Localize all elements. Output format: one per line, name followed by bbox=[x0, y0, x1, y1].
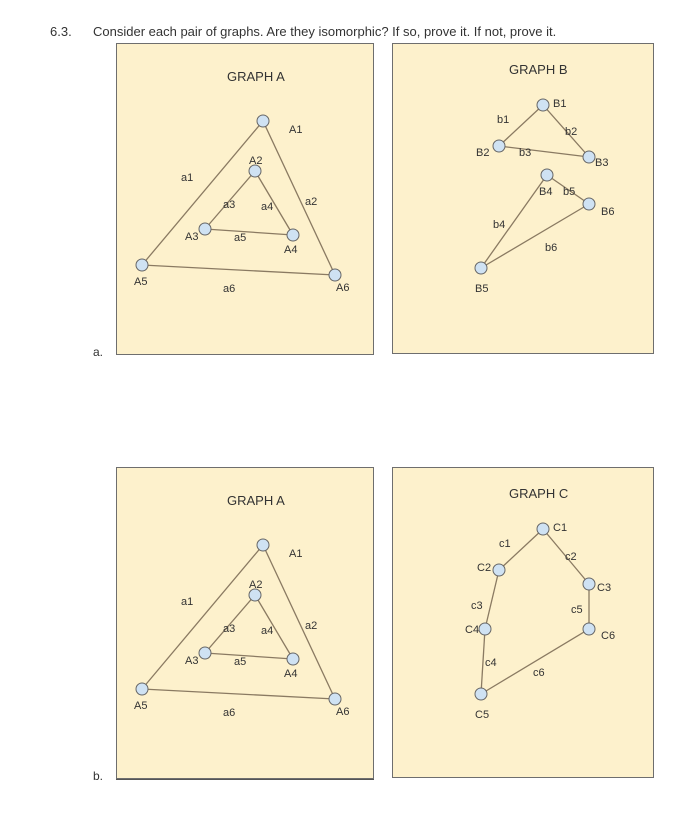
edge-label-c4: c4 bbox=[485, 657, 497, 669]
vertex-label-c1: C1 bbox=[553, 522, 568, 534]
vertex-label-b6: B6 bbox=[601, 206, 615, 218]
graph-c-panel bbox=[392, 467, 654, 778]
edge-label-b3: b3 bbox=[519, 147, 532, 159]
vertex-a5 bbox=[136, 683, 148, 695]
vertex-c1 bbox=[537, 523, 549, 535]
vertex-label-a6: A6 bbox=[336, 282, 350, 294]
vertex-label-c3: C3 bbox=[597, 582, 612, 594]
vertex-a1 bbox=[257, 115, 269, 127]
vertex-c4 bbox=[479, 623, 491, 635]
edge-label-c3: c3 bbox=[471, 600, 483, 612]
edge-label-a1: a1 bbox=[181, 596, 194, 608]
vertex-a6 bbox=[329, 269, 341, 281]
vertex-a3 bbox=[199, 223, 211, 235]
edge-label-c1: c1 bbox=[499, 538, 511, 550]
part-a-label: a. bbox=[93, 345, 104, 359]
edge-label-a1: a1 bbox=[181, 172, 194, 184]
vertex-label-a1: A1 bbox=[289, 548, 303, 560]
vertex-c6 bbox=[583, 623, 595, 635]
vertex-b5 bbox=[475, 262, 487, 274]
edge-label-a4: a4 bbox=[261, 201, 274, 213]
edge-label-c6: c6 bbox=[533, 667, 545, 679]
vertex-label-a3: A3 bbox=[185, 231, 199, 243]
question-text: Consider each pair of graphs. Are they isomorphic? If so, prove it. If not, prove it. bbox=[93, 24, 557, 39]
graph-c bbox=[393, 468, 655, 779]
graph-a-bottom bbox=[117, 468, 375, 780]
vertex-a3 bbox=[199, 647, 211, 659]
edge-a6 bbox=[142, 265, 335, 275]
edge-label-a5: a5 bbox=[234, 232, 247, 244]
edge-label-a2: a2 bbox=[305, 196, 318, 208]
edge-a5 bbox=[205, 653, 293, 659]
vertex-label-b2: B2 bbox=[476, 147, 490, 159]
graph-a-panel-bottom bbox=[116, 467, 374, 779]
vertex-label-b4: B4 bbox=[539, 186, 553, 198]
vertex-label-c6: C6 bbox=[601, 630, 616, 642]
graph-a-panel-top bbox=[116, 43, 374, 355]
vertex-label-a6: A6 bbox=[336, 706, 350, 718]
vertex-label-a4: A4 bbox=[284, 668, 298, 680]
edge-c3 bbox=[485, 570, 499, 629]
vertex-label-a1: A1 bbox=[289, 124, 303, 136]
edge-b6 bbox=[481, 204, 589, 268]
vertex-a4 bbox=[287, 653, 299, 665]
part-b-label: b. bbox=[93, 769, 104, 783]
vertex-a5 bbox=[136, 259, 148, 271]
vertex-label-a2: A2 bbox=[249, 579, 263, 591]
edge-label-a3: a3 bbox=[223, 199, 236, 211]
vertex-label-b3: B3 bbox=[595, 157, 609, 169]
vertex-a4 bbox=[287, 229, 299, 241]
edge-label-c5: c5 bbox=[571, 604, 583, 616]
graph-title: GRAPH B bbox=[509, 62, 568, 77]
edge-label-a6: a6 bbox=[223, 707, 236, 719]
vertex-b6 bbox=[583, 198, 595, 210]
vertex-label-c2: C2 bbox=[477, 562, 492, 574]
edge-b4 bbox=[481, 175, 547, 268]
vertex-c3 bbox=[583, 578, 595, 590]
vertex-label-b5: B5 bbox=[475, 283, 489, 295]
graph-title: GRAPH C bbox=[509, 486, 569, 501]
question-number: 6.3. bbox=[50, 24, 72, 39]
vertex-label-c4: C4 bbox=[465, 624, 480, 636]
edge-label-b1: b1 bbox=[497, 114, 510, 126]
graph-b bbox=[393, 44, 655, 355]
graph-a-top bbox=[117, 44, 375, 356]
vertex-label-a4: A4 bbox=[284, 244, 298, 256]
vertex-b3 bbox=[583, 151, 595, 163]
edge-label-b6: b6 bbox=[545, 242, 558, 254]
vertex-b1 bbox=[537, 99, 549, 111]
edge-a6 bbox=[142, 689, 335, 699]
edge-label-a3: a3 bbox=[223, 623, 236, 635]
edge-c6 bbox=[481, 629, 589, 694]
vertex-label-a2: A2 bbox=[249, 155, 263, 167]
graph-title: GRAPH A bbox=[227, 493, 285, 508]
vertex-c5 bbox=[475, 688, 487, 700]
edge-label-a6: a6 bbox=[223, 283, 236, 295]
vertex-a1 bbox=[257, 539, 269, 551]
vertex-label-a5: A5 bbox=[134, 276, 148, 288]
vertex-label-c5: C5 bbox=[475, 709, 490, 721]
vertex-b2 bbox=[493, 140, 505, 152]
edge-label-b4: b4 bbox=[493, 219, 506, 231]
edge-label-a4: a4 bbox=[261, 625, 274, 637]
edge-label-b5: b5 bbox=[563, 186, 576, 198]
edge-label-b2: b2 bbox=[565, 126, 578, 138]
graph-title: GRAPH A bbox=[227, 69, 285, 84]
vertex-label-b1: B1 bbox=[553, 98, 567, 110]
edge-label-c2: c2 bbox=[565, 551, 577, 563]
edge-a2 bbox=[263, 545, 335, 699]
vertex-a6 bbox=[329, 693, 341, 705]
edge-label-a2: a2 bbox=[305, 620, 318, 632]
edge-a2 bbox=[263, 121, 335, 275]
vertex-c2 bbox=[493, 564, 505, 576]
graph-b-panel bbox=[392, 43, 654, 354]
vertex-label-a5: A5 bbox=[134, 700, 148, 712]
edge-a5 bbox=[205, 229, 293, 235]
vertex-label-a3: A3 bbox=[185, 655, 199, 667]
vertex-b4 bbox=[541, 169, 553, 181]
edge-label-a5: a5 bbox=[234, 656, 247, 668]
edge-b3 bbox=[499, 146, 589, 157]
